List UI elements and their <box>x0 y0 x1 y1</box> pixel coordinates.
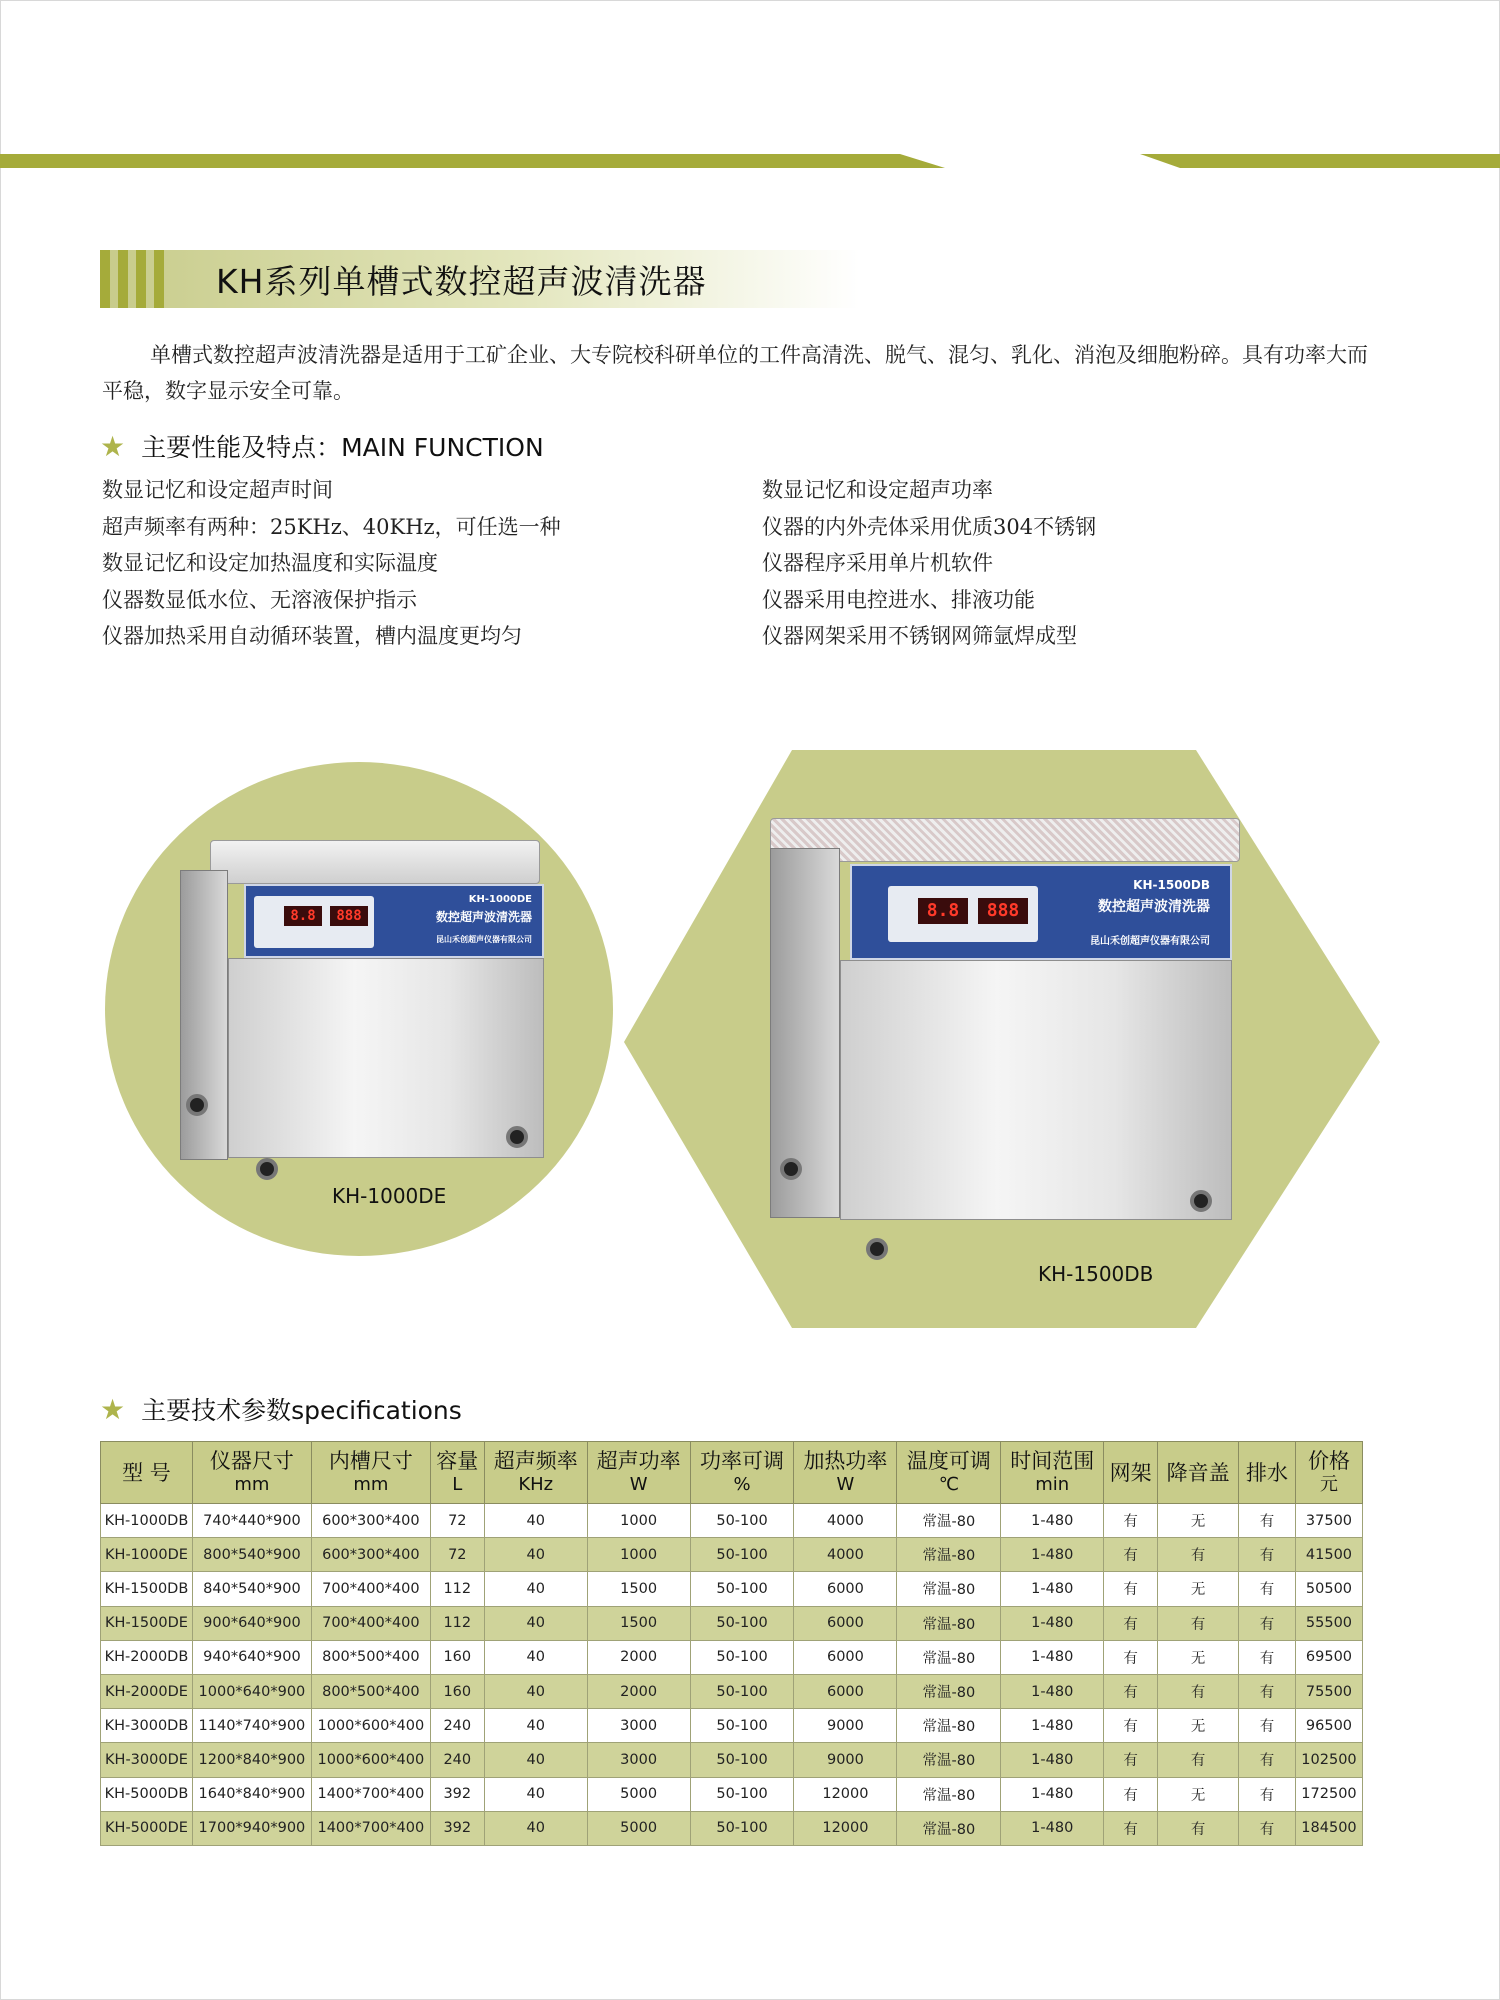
display-right: 888 <box>978 898 1028 924</box>
col-unit: KHz <box>518 1473 554 1495</box>
table-cell: 1000*600*400 <box>311 1743 430 1777</box>
features-heading-text: 主要性能及特点：MAIN FUNCTION <box>141 433 544 462</box>
table-cell: 5000 <box>587 1811 690 1845</box>
panel-model: KH-1000DE <box>468 894 532 905</box>
table-cell: 1200*840*900 <box>192 1743 311 1777</box>
spec-col-header <box>794 1442 897 1504</box>
table-cell: 1000*600*400 <box>311 1709 430 1743</box>
table-cell: 有 <box>1104 1640 1158 1674</box>
panel-company: 昆山禾创超声仪器有限公司 <box>436 935 532 944</box>
table-cell: 有 <box>1239 1640 1296 1674</box>
table-cell: 700*400*400 <box>311 1606 430 1640</box>
header-band <box>0 0 1500 180</box>
table-cell: 1640*840*900 <box>192 1777 311 1811</box>
machine-cabinet <box>840 960 1232 1220</box>
table-cell: 172500 <box>1295 1777 1362 1811</box>
table-cell: 112 <box>430 1606 484 1640</box>
wheel <box>186 1094 208 1116</box>
table-cell: 69500 <box>1295 1640 1362 1674</box>
table-cell: 有 <box>1158 1606 1239 1640</box>
table-cell: 800*500*400 <box>311 1640 430 1674</box>
col-unit: W <box>629 1473 648 1495</box>
table-row <box>101 1538 1363 1572</box>
table-cell: 常温-80 <box>897 1709 1001 1743</box>
table-cell: 72 <box>430 1504 484 1538</box>
table-cell: 96500 <box>1295 1709 1362 1743</box>
table-cell: 102500 <box>1295 1743 1362 1777</box>
col-name: 排水 <box>1246 1460 1288 1485</box>
col-name: 时间范围 <box>1010 1448 1095 1473</box>
table-row <box>101 1640 1363 1674</box>
features-heading <box>100 428 544 464</box>
feature-item: 仪器采用电控进水、排液功能 <box>762 587 1035 612</box>
product-image-kh1000de <box>180 840 550 1180</box>
table-cell: 600*300*400 <box>311 1538 430 1572</box>
table-cell: 9000 <box>794 1709 897 1743</box>
table-cell: 有 <box>1158 1811 1239 1845</box>
wheel <box>256 1158 278 1180</box>
table-cell: 有 <box>1239 1572 1296 1606</box>
table-cell: 有 <box>1104 1606 1158 1640</box>
col-name: 内槽尺寸 <box>328 1448 413 1473</box>
panel-model: KH-1500DB <box>1133 878 1210 892</box>
spec-col-header <box>1295 1442 1362 1504</box>
page-title: KH系列单槽式数控超声波清洗器 <box>216 262 707 301</box>
table-cell: 有 <box>1239 1606 1296 1640</box>
spec-col-header <box>484 1442 587 1504</box>
table-cell: 有 <box>1239 1811 1296 1845</box>
table-row <box>101 1606 1363 1640</box>
table-cell: KH-2000DE <box>101 1674 193 1708</box>
table-cell: 40 <box>484 1504 587 1538</box>
spec-col-header <box>101 1442 193 1504</box>
title-stripe <box>154 250 164 308</box>
col-name: 型 号 <box>122 1460 171 1485</box>
wheel <box>506 1126 528 1148</box>
spec-col-header <box>1158 1442 1239 1504</box>
table-cell: KH-1500DE <box>101 1606 193 1640</box>
table-cell: 1400*700*400 <box>311 1777 430 1811</box>
table-cell: 有 <box>1104 1674 1158 1708</box>
table-cell: 75500 <box>1295 1674 1362 1708</box>
table-cell: 40 <box>484 1811 587 1845</box>
table-cell: 有 <box>1104 1572 1158 1606</box>
table-cell: 112 <box>430 1572 484 1606</box>
table-cell: 1400*700*400 <box>311 1811 430 1845</box>
table-cell: 55500 <box>1295 1606 1362 1640</box>
wheel <box>780 1158 802 1180</box>
table-cell: 40 <box>484 1777 587 1811</box>
table-cell: KH-1500DB <box>101 1572 193 1606</box>
spec-col-header <box>690 1442 794 1504</box>
col-unit: mm <box>234 1473 270 1495</box>
table-row <box>101 1811 1363 1845</box>
feature-item: 数显记忆和设定超声功率 <box>762 478 993 502</box>
table-row <box>101 1709 1363 1743</box>
table-cell: 12000 <box>794 1777 897 1811</box>
machine-cabinet <box>228 958 544 1158</box>
table-cell: KH-3000DE <box>101 1743 193 1777</box>
col-unit: % <box>733 1473 751 1495</box>
table-cell: 940*640*900 <box>192 1640 311 1674</box>
wheel <box>1190 1190 1212 1212</box>
table-cell: 4000 <box>794 1504 897 1538</box>
table-cell: 240 <box>430 1743 484 1777</box>
table-cell: 1-480 <box>1001 1674 1104 1708</box>
model-label-kh1000de: KH-1000DE <box>332 1184 447 1208</box>
table-cell: 3000 <box>587 1709 690 1743</box>
table-cell: KH-3000DB <box>101 1709 193 1743</box>
table-cell: 12000 <box>794 1811 897 1845</box>
table-cell: 50-100 <box>690 1709 794 1743</box>
table-cell: 840*540*900 <box>192 1572 311 1606</box>
table-cell: 50-100 <box>690 1606 794 1640</box>
product-image-kh1500db <box>770 818 1240 1258</box>
table-cell: 6000 <box>794 1606 897 1640</box>
table-cell: 50-100 <box>690 1572 794 1606</box>
table-cell: 1-480 <box>1001 1777 1104 1811</box>
table-cell: 2000 <box>587 1640 690 1674</box>
table-row <box>101 1572 1363 1606</box>
table-cell: KH-1000DE <box>101 1538 193 1572</box>
table-cell: 1-480 <box>1001 1504 1104 1538</box>
table-cell: 常温-80 <box>897 1674 1001 1708</box>
spec-col-header <box>897 1442 1001 1504</box>
wheel <box>866 1238 888 1260</box>
table-cell: 常温-80 <box>897 1606 1001 1640</box>
table-cell: 2000 <box>587 1674 690 1708</box>
table-cell: 无 <box>1158 1640 1239 1674</box>
table-cell: 800*540*900 <box>192 1538 311 1572</box>
display-right: 888 <box>330 906 368 926</box>
table-cell: 50-100 <box>690 1674 794 1708</box>
table-cell: 有 <box>1104 1743 1158 1777</box>
col-unit: ℃ <box>938 1473 959 1495</box>
table-cell: 3000 <box>587 1743 690 1777</box>
table-cell: 6000 <box>794 1640 897 1674</box>
table-row <box>101 1777 1363 1811</box>
table-cell: 50-100 <box>690 1811 794 1845</box>
table-cell: 40 <box>484 1606 587 1640</box>
spec-heading <box>100 1391 462 1427</box>
table-cell: 6000 <box>794 1572 897 1606</box>
feature-item: 仪器网架采用不锈钢网筛氩焊成型 <box>762 624 1077 648</box>
feature-item: 仪器程序采用单片机软件 <box>762 551 993 575</box>
table-cell: 50-100 <box>690 1504 794 1538</box>
col-name: 温度可调 <box>906 1448 991 1473</box>
table-cell: 有 <box>1158 1538 1239 1572</box>
table-cell: 50-100 <box>690 1777 794 1811</box>
star-icon: ★ <box>100 1392 126 1426</box>
table-cell: 有 <box>1239 1777 1296 1811</box>
display-left: 8.8 <box>284 906 322 926</box>
table-cell: 1-480 <box>1001 1572 1104 1606</box>
table-cell: 40 <box>484 1538 587 1572</box>
table-cell: KH-5000DB <box>101 1777 193 1811</box>
spec-col-header <box>1001 1442 1104 1504</box>
table-cell: 800*500*400 <box>311 1674 430 1708</box>
col-name: 仪器尺寸 <box>209 1448 294 1473</box>
control-keypad <box>254 896 374 948</box>
table-cell: 常温-80 <box>897 1743 1001 1777</box>
table-cell: 392 <box>430 1777 484 1811</box>
table-cell: 6000 <box>794 1674 897 1708</box>
features-left-list <box>102 472 561 655</box>
table-cell: 700*400*400 <box>311 1572 430 1606</box>
title-banner <box>100 250 860 308</box>
table-cell: 4000 <box>794 1538 897 1572</box>
spec-col-header <box>192 1442 311 1504</box>
feature-item: 数显记忆和设定加热温度和实际温度 <box>102 551 438 575</box>
table-cell: KH-2000DB <box>101 1640 193 1674</box>
table-cell: 常温-80 <box>897 1572 1001 1606</box>
col-name: 功率可调 <box>700 1448 785 1473</box>
table-cell: 392 <box>430 1811 484 1845</box>
col-name: 超声功率 <box>596 1448 681 1473</box>
table-cell: 1-480 <box>1001 1709 1104 1743</box>
table-cell: 37500 <box>1295 1504 1362 1538</box>
table-cell: 160 <box>430 1640 484 1674</box>
table-cell: 1700*940*900 <box>192 1811 311 1845</box>
table-cell: 160 <box>430 1674 484 1708</box>
title-stripe <box>136 250 146 308</box>
table-cell: 1500 <box>587 1572 690 1606</box>
feature-item: 仪器的内外壳体采用优质304不锈钢 <box>762 514 1097 539</box>
features-right-list <box>762 472 1096 655</box>
table-row <box>101 1504 1363 1538</box>
machine-side <box>180 870 228 1160</box>
table-cell: 40 <box>484 1709 587 1743</box>
col-name: 网架 <box>1109 1460 1152 1485</box>
feature-item: 数显记忆和设定超声时间 <box>102 478 333 502</box>
col-name: 容量 <box>436 1448 479 1473</box>
table-cell: 无 <box>1158 1777 1239 1811</box>
table-cell: 40 <box>484 1640 587 1674</box>
spec-col-header <box>1239 1442 1296 1504</box>
table-cell: 50-100 <box>690 1538 794 1572</box>
intro-paragraph: 单槽式数控超声波清洗器是适用于工矿企业、大专院校科研单位的工件高清洗、脱气、混匀、乳化、消泡及细胞粉碎。具有功率大而平稳，数字显示安全可靠。 <box>102 343 1368 403</box>
table-cell: 无 <box>1158 1504 1239 1538</box>
table-cell: 50500 <box>1295 1572 1362 1606</box>
table-cell: 40 <box>484 1674 587 1708</box>
table-cell: 常温-80 <box>897 1504 1001 1538</box>
table-cell: 有 <box>1239 1674 1296 1708</box>
table-cell: 有 <box>1239 1504 1296 1538</box>
table-cell: 41500 <box>1295 1538 1362 1572</box>
table-cell: 50-100 <box>690 1743 794 1777</box>
model-label-kh1500db: KH-1500DB <box>1038 1262 1154 1286</box>
table-cell: 600*300*400 <box>311 1504 430 1538</box>
table-cell: 常温-80 <box>897 1640 1001 1674</box>
table-cell: 40 <box>484 1572 587 1606</box>
table-cell: 1-480 <box>1001 1640 1104 1674</box>
col-unit: W <box>836 1473 855 1495</box>
spec-header-row <box>101 1442 1363 1504</box>
table-cell: 有 <box>1104 1538 1158 1572</box>
table-cell: 9000 <box>794 1743 897 1777</box>
table-cell: 50-100 <box>690 1640 794 1674</box>
table-cell: 1500 <box>587 1606 690 1640</box>
feature-item: 仪器加热采用自动循环装置，槽内温度更均匀 <box>102 624 522 648</box>
panel-product-name: 数控超声波清洗器 <box>1098 899 1210 915</box>
table-cell: 有 <box>1104 1504 1158 1538</box>
table-cell: 1-480 <box>1001 1743 1104 1777</box>
machine-mesh-tub <box>770 818 1240 862</box>
star-icon: ★ <box>100 429 126 463</box>
feature-item: 超声频率有两种：25KHz、40KHz，可任选一种 <box>102 514 561 539</box>
spec-heading-text: 主要技术参数specifications <box>141 1396 462 1425</box>
col-unit: min <box>1035 1473 1070 1495</box>
table-cell: 无 <box>1158 1572 1239 1606</box>
spec-table-body <box>101 1504 1363 1846</box>
table-cell: 有 <box>1104 1777 1158 1811</box>
table-cell: 1-480 <box>1001 1606 1104 1640</box>
table-cell: 1000*640*900 <box>192 1674 311 1708</box>
spec-col-header <box>1104 1442 1158 1504</box>
col-name: 降音盖 <box>1166 1460 1230 1485</box>
panel-company: 昆山禾创超声仪器有限公司 <box>1090 936 1210 947</box>
display-left: 8.8 <box>918 898 968 924</box>
table-cell: 有 <box>1104 1811 1158 1845</box>
title-stripe <box>100 250 110 308</box>
table-cell: 1-480 <box>1001 1811 1104 1845</box>
control-panel <box>850 864 1232 960</box>
table-cell: 1000 <box>587 1504 690 1538</box>
control-panel <box>244 884 544 958</box>
spec-table <box>100 1441 1363 1846</box>
col-name: 价格 <box>1307 1448 1350 1473</box>
col-unit: 元 <box>1319 1473 1338 1495</box>
machine-tub <box>210 840 540 884</box>
table-cell: 有 <box>1239 1538 1296 1572</box>
table-cell: 40 <box>484 1743 587 1777</box>
table-cell: 900*640*900 <box>192 1606 311 1640</box>
table-cell: 72 <box>430 1538 484 1572</box>
table-cell: 有 <box>1104 1709 1158 1743</box>
spec-col-header <box>311 1442 430 1504</box>
col-name: 超声频率 <box>493 1448 578 1473</box>
spec-col-header <box>430 1442 484 1504</box>
table-cell: 有 <box>1158 1674 1239 1708</box>
table-cell: 有 <box>1239 1743 1296 1777</box>
table-cell: 5000 <box>587 1777 690 1811</box>
table-cell: 有 <box>1158 1743 1239 1777</box>
table-cell: 184500 <box>1295 1811 1362 1845</box>
table-cell: 常温-80 <box>897 1777 1001 1811</box>
table-row <box>101 1674 1363 1708</box>
table-cell: 1140*740*900 <box>192 1709 311 1743</box>
table-cell: 常温-80 <box>897 1538 1001 1572</box>
feature-item: 仪器数显低水位、无溶液保护指示 <box>102 587 417 612</box>
table-cell: 有 <box>1239 1709 1296 1743</box>
col-unit: mm <box>353 1473 389 1495</box>
table-cell: 常温-80 <box>897 1811 1001 1845</box>
table-cell: 无 <box>1158 1709 1239 1743</box>
table-cell: KH-5000DE <box>101 1811 193 1845</box>
table-cell: KH-1000DB <box>101 1504 193 1538</box>
table-cell: 1-480 <box>1001 1538 1104 1572</box>
panel-product-name: 数控超声波清洗器 <box>435 910 532 924</box>
col-name: 加热功率 <box>803 1448 888 1473</box>
control-keypad <box>888 886 1038 942</box>
table-cell: 1000 <box>587 1538 690 1572</box>
title-stripe <box>118 250 128 308</box>
spec-col-header <box>587 1442 690 1504</box>
table-cell: 740*440*900 <box>192 1504 311 1538</box>
table-row <box>101 1743 1363 1777</box>
table-cell: 240 <box>430 1709 484 1743</box>
col-unit: L <box>452 1473 463 1495</box>
